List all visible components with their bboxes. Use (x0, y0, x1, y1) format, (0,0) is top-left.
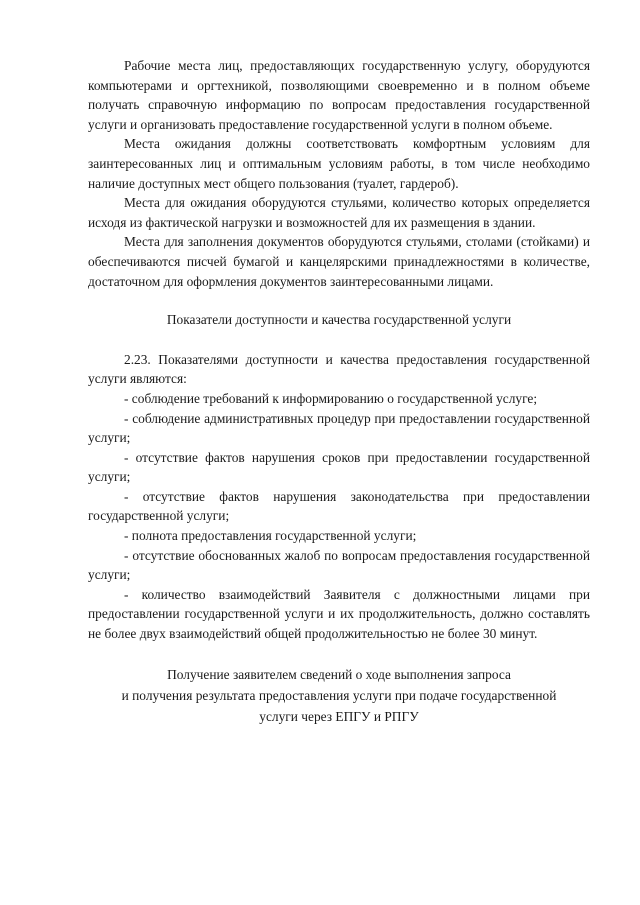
list-item: - количество взаимодействий Заявителя с должностными лицами при предоставлении государственной услуги и их продолжительность, должно составлять не более двух взаимодействий общей продолжительностью не более 30 минут. (88, 586, 590, 642)
final-heading-line-3: услуги через ЕПГУ и РПГУ (259, 708, 419, 724)
paragraph-2-23: 2.23. Показателями доступности и качества предоставления государственной услуги являются: (88, 351, 590, 387)
document-page (88, 56, 590, 727)
paragraph-waiting-chairs: Места для ожидания оборудуются стульями, количество которых определяется исходя из фактической нагрузки и возможностей для их размещения в здании. (88, 195, 590, 230)
section-title: Показатели доступности и качества государственной услуги (166, 312, 512, 328)
spacer (88, 644, 590, 664)
spacer (88, 330, 590, 350)
list-item: - отсутствие обоснованных жалоб по вопросам предоставления государственной услуги; (88, 547, 590, 583)
list-item: - отсутствие фактов нарушения сроков при предоставлении государственной услуги; (88, 449, 590, 485)
list-item: - соблюдение административных процедур при предоставлении государственной услуги; (88, 410, 590, 446)
final-heading (72, 664, 606, 727)
paragraph-waiting-places: Места ожидания должны соответствовать комфортным условиям для заинтересованных лиц и оптимальным условиям работы, в том числе необходимо наличие доступных мест общего пользования (туалет, гардероб). (88, 136, 590, 191)
paragraph-document-filling: Места для заполнения документов оборудуются стульями, столами (стойками) и обеспечиваются писчей бумагой и канцелярскими принадлежностями в количестве, достаточном для оформления документов заинтересованными лицами. (88, 234, 590, 289)
list-item: - полнота предоставления государственной услуги; (124, 528, 417, 544)
final-heading-line-1: Получение заявителем сведений о ходе выполнения запроса (167, 666, 511, 682)
spacer (88, 291, 590, 310)
list-item: - соблюдение требований к информированию о государственной услуге; (124, 390, 538, 406)
list-item: - отсутствие фактов нарушения законодательства при предоставлении государственной услуги; (88, 488, 590, 524)
paragraph-workplaces: Рабочие места лиц, предоставляющих государственную услугу, оборудуются компьютерами и оргтехникой, позволяющими своевременно и в полном объеме получать справочную информацию по вопросам предоставления государственной услуги и организовать предоставление государственной услуги в полном объеме. (88, 58, 590, 132)
final-heading-line-2: и получения результата предоставления услуги при подаче государственной (121, 687, 557, 703)
